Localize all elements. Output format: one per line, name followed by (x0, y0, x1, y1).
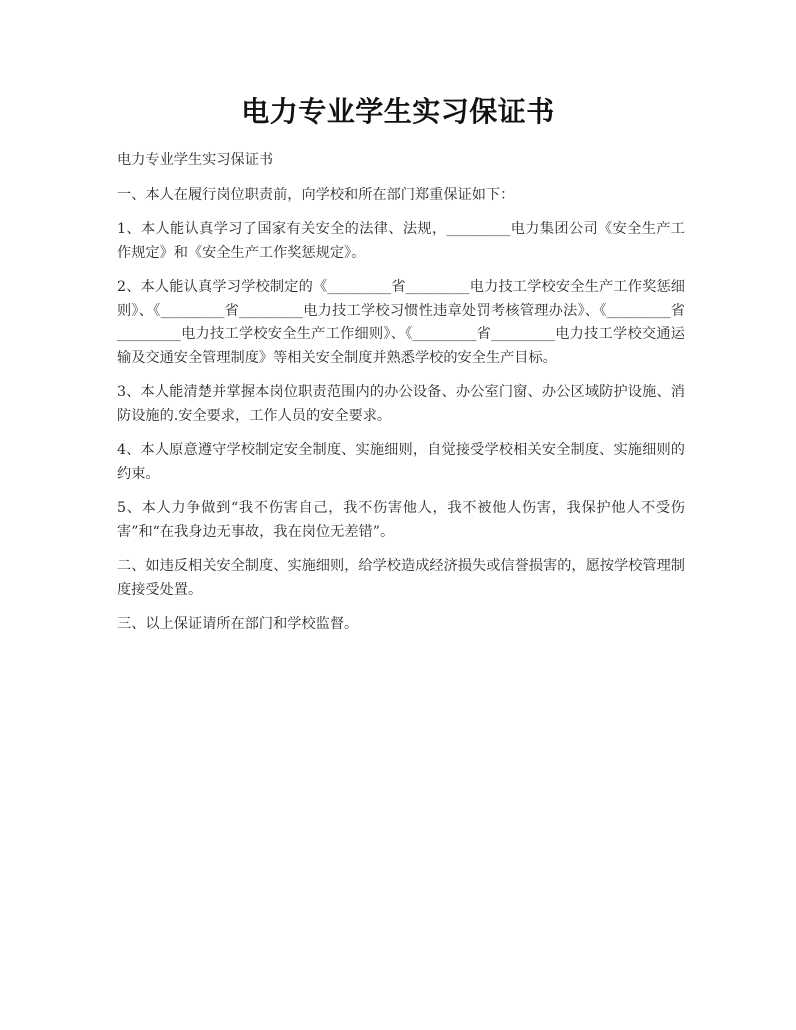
subtitle-paragraph: 电力专业学生实习保证书 (117, 152, 274, 168)
pledge-item-1: 1、本人能认真学习了国家有关安全的法律、法规，_________电力集团公司《安全生产工作规定》和《安全生产工作奖惩规定》。 (117, 221, 685, 261)
pledge-item-5: 5、本人力争做到“我不伤害自己，我不伤害他人，我不被他人伤害，我保护他人不受伤害”和“在我身边无事故，我在岗位无差错”。 (117, 500, 685, 540)
document-title: 电力专业学生实习保证书 (241, 95, 555, 128)
violation-paragraph: 二、如违反相关安全制度、实施细则，给学校造成经济损失或信誉损害的，愿按学校管理制度接受处置。 (117, 558, 685, 598)
pledge-item-4: 4、本人原意遵守学校制定安全制度、实施细则，自觉接受学校相关安全制度、实施细则的约束。 (117, 442, 685, 482)
supervision-paragraph: 三、以上保证请所在部门和学校监督。 (117, 616, 359, 632)
document-body (117, 149, 685, 648)
pledge-item-3: 3、本人能清楚并掌握本岗位职责范围内的办公设备、办公室门窗、办公区域防护设施、消防设施的.安全要求，工作人员的安全要求。 (117, 384, 685, 424)
intro-paragraph: 一、本人在履行岗位职责前，向学校和所在部门郑重保证如下： (117, 186, 515, 203)
pledge-item-2: 2、本人能认真学习学校制定的《_________省_________电力技工学校安全生产工作奖惩细则》、《_________省_________电力技工学校习惯性违章处罚考核管理办法》、《_________省_________电力技工学校安全生产工作细则》、《_________省_________电力技工学校交通运输及交通安全管理制度》等相关安全制度并熟悉学校的安全生产目标。 (117, 279, 685, 366)
